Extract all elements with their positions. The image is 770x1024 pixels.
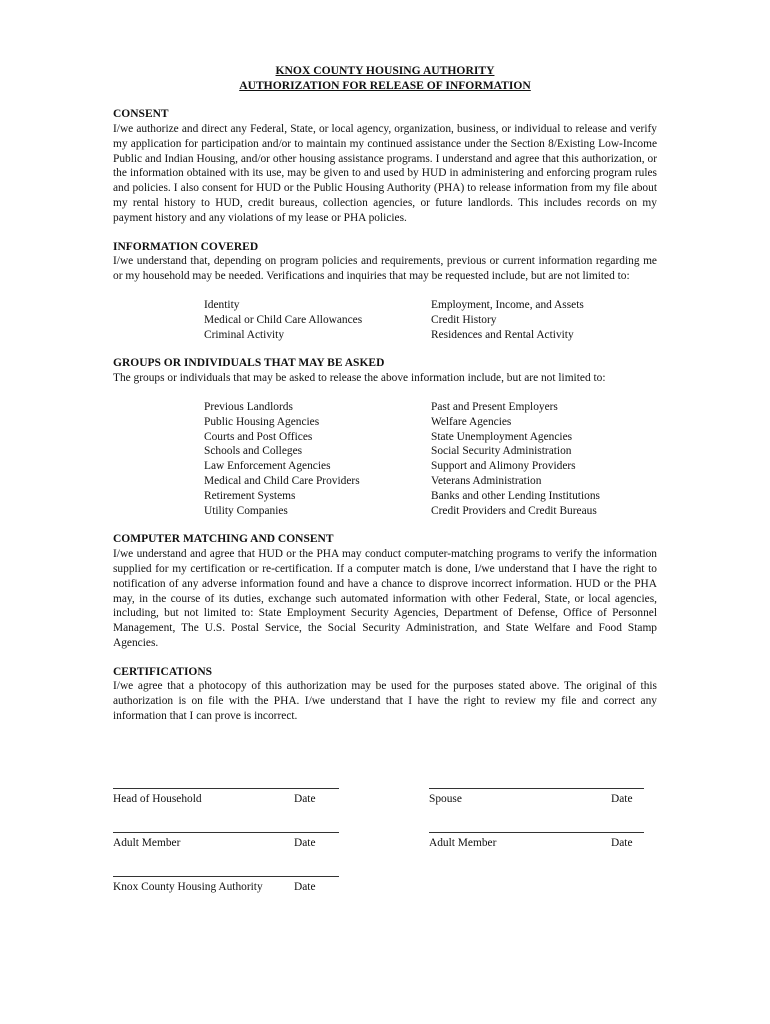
computer-matching-section: [113, 532, 657, 650]
information-covered-body: I/we understand that, depending on program policies and requirements, previous or current information regarding me or my household may be needed. Verifications and inquiries that may be requested include, but are not limited to:: [113, 255, 657, 283]
head-of-household-signature-line[interactable]: [113, 788, 339, 789]
signature-row-2: [113, 832, 659, 876]
head-of-household-label: Head of Household: [113, 793, 202, 805]
list-item: Medical or Child Care Allowances: [204, 313, 363, 326]
list-item: Banks and other Lending Institutions: [431, 489, 600, 502]
groups-body: The groups or individuals that may be asked to release the above information include, but are not limited to:: [113, 372, 606, 385]
groups-heading: GROUPS OR INDIVIDUALS THAT MAY BE ASKED: [113, 357, 385, 370]
adult-member-signature-line[interactable]: [429, 832, 644, 833]
list-item: Schools and Colleges: [204, 445, 303, 458]
list-item: Retirement Systems: [204, 489, 296, 502]
title-line-1: KNOX COUNTY HOUSING AUTHORITY: [275, 64, 495, 77]
certifications-heading: CERTIFICATIONS: [113, 665, 213, 678]
groups-section: [113, 356, 657, 518]
date-label: Date: [294, 837, 316, 849]
date-label: Date: [611, 793, 633, 805]
information-covered-heading: INFORMATION COVERED: [113, 240, 259, 253]
signature-row-3: [113, 876, 659, 920]
adult-member-label: Adult Member: [113, 837, 181, 849]
consent-body: I/we authorize and direct any Federal, State, or local agency, organization, business, or individual to release and verify my application for participation and/or to maintain my continued assistance under the Section 8/Existing Low-Income Public and Indian Housing, and/or other housing assistance programs. I understand and agree that this authorization, or the information obtained with its use, may be given to and used by HUD in administering and enforcing program rules and policies. I also consent for HUD or the Public Housing Authority (PHA) to release information from my file about my rental history to HUD, credit bureaus, collection agencies, or future landlords. This includes records on my payment history and any violations of my lease or PHA policies.: [113, 122, 657, 224]
document-title: [113, 64, 657, 93]
list-item: Welfare Agencies: [431, 415, 512, 428]
list-item: Employment, Income, and Assets: [431, 298, 584, 311]
list-item: State Unemployment Agencies: [431, 430, 573, 443]
adult-member-label: Adult Member: [429, 837, 497, 849]
list-item: Public Housing Agencies: [204, 415, 320, 428]
authority-label: Knox County Housing Authority: [113, 881, 263, 893]
consent-section: [113, 107, 657, 225]
list-item: Previous Landlords: [204, 400, 293, 413]
information-covered-list: [204, 298, 657, 342]
authority-signature-line[interactable]: [113, 876, 339, 877]
signature-row-1: [113, 788, 659, 832]
document-page: [113, 64, 657, 724]
list-item: Courts and Post Offices: [204, 430, 313, 443]
list-item: Medical and Child Care Providers: [204, 474, 360, 487]
computer-matching-heading: COMPUTER MATCHING AND CONSENT: [113, 533, 334, 546]
spouse-label: Spouse: [429, 793, 462, 805]
certifications-section: [113, 665, 657, 724]
title-line-2: AUTHORIZATION FOR RELEASE OF INFORMATION: [239, 78, 531, 92]
list-item: Identity: [204, 298, 240, 311]
information-covered-section: [113, 240, 657, 343]
consent-heading: CONSENT: [113, 108, 169, 121]
spouse-signature-line[interactable]: [429, 788, 644, 789]
certifications-body: I/we agree that a photocopy of this authorization may be used for the purposes stated above. The original of this authorization is on file with the PHA. I/we understand that I have the right to review my file and correct any information that I can prove is incorrect.: [113, 680, 657, 723]
list-item: Residences and Rental Activity: [431, 328, 574, 341]
list-item: Criminal Activity: [204, 328, 285, 341]
list-item: Credit History: [431, 313, 497, 326]
date-label: Date: [611, 837, 633, 849]
adult-member-signature-line[interactable]: [113, 832, 339, 833]
date-label: Date: [294, 793, 316, 805]
list-item: Social Security Administration: [431, 445, 572, 458]
list-item: Utility Companies: [204, 504, 288, 517]
groups-list: [204, 400, 657, 518]
date-label: Date: [294, 881, 316, 893]
list-item: Credit Providers and Credit Bureaus: [431, 504, 597, 517]
computer-matching-body: I/we understand and agree that HUD or the PHA may conduct computer-matching programs to verify the information supplied for my certification or re-certification. If a computer match is done, I/we understand that I have the right to notification of any adverse information found and have a chance to disprove incorrect information. HUD or the PHA may, in the course of its duties, exchange such automated information with other Federal, State, or local agencies, including, but not limited to: State Employment Security Agencies, Department of Defense, Office of Personnel Management, The U.S. Postal Service, the Social Security Administration, and State Welfare and Food Stamp Agencies.: [113, 548, 657, 649]
list-item: Past and Present Employers: [431, 400, 558, 413]
list-item: Law Enforcement Agencies: [204, 460, 331, 473]
list-item: Support and Alimony Providers: [431, 460, 576, 473]
signature-block: [113, 788, 659, 920]
list-item: Veterans Administration: [431, 474, 542, 487]
